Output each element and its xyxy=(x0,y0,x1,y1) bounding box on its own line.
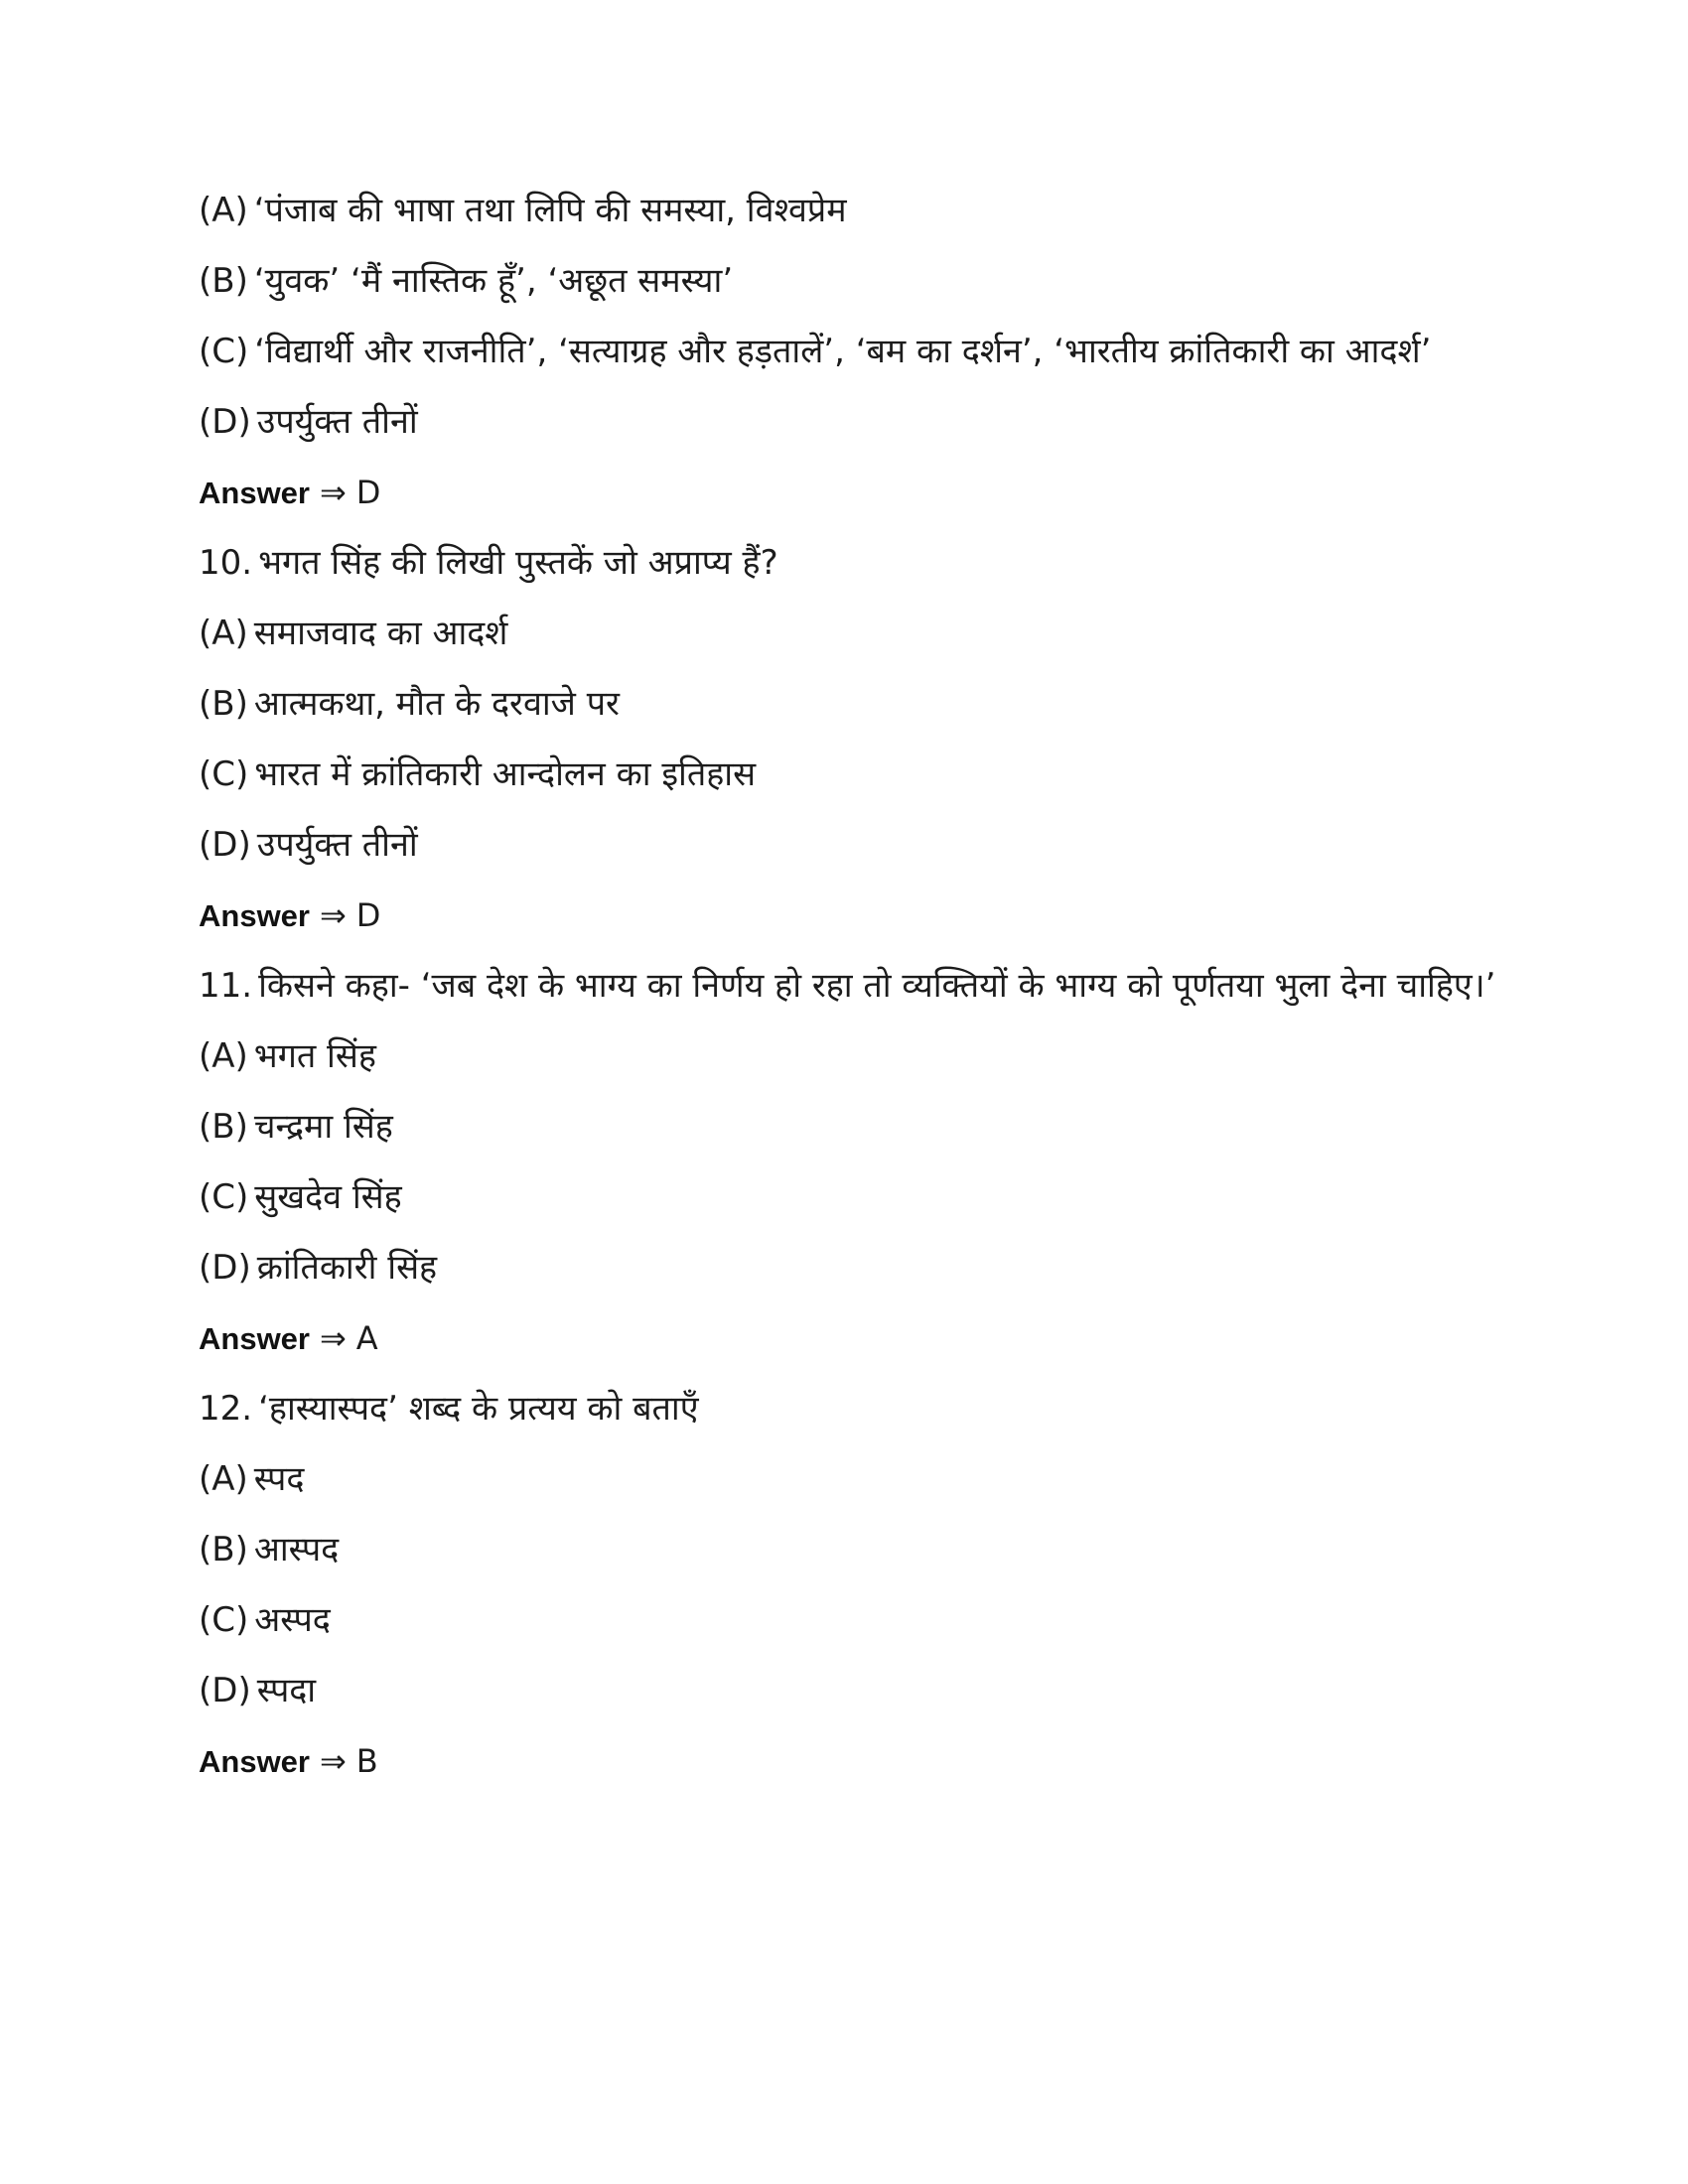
option-label: (D) xyxy=(199,1671,251,1710)
answer-label: Answer xyxy=(199,476,310,510)
option-label: (B) xyxy=(199,261,248,301)
question-text: भगत सिंह की लिखी पुस्तकें जो अप्राप्य हैं? xyxy=(258,543,778,583)
option-text: उपर्युक्त तीनों xyxy=(256,402,418,442)
answer-label: Answer xyxy=(199,898,310,933)
double-arrow-icon: ⇒ xyxy=(319,1319,347,1357)
option-label: (B) xyxy=(199,684,248,724)
option-text: आस्पद xyxy=(253,1530,340,1570)
option-line xyxy=(199,1598,1549,1643)
option-label: (B) xyxy=(199,1530,248,1570)
option-text: उपर्युक्त तीनों xyxy=(256,825,418,865)
double-arrow-icon: ⇒ xyxy=(319,896,347,934)
option-line xyxy=(199,1175,1549,1220)
option-text: ‘पंजाब की भाषा तथा लिपि की समस्या, विश्वप्रेम xyxy=(253,191,847,230)
answer-letter: B xyxy=(355,1742,378,1780)
question-number: 10. xyxy=(199,543,253,583)
question-text: किसने कहा- ‘जब देश के भाग्य का निर्णय हो रहा तो व्यक्तियों के भाग्य को पूर्णतया भुला देना चाहिए।’ xyxy=(258,966,1496,1006)
option-label: (D) xyxy=(199,402,251,442)
option-label: (C) xyxy=(199,754,249,794)
option-line xyxy=(199,1105,1549,1150)
option-line xyxy=(199,1528,1549,1572)
answer-line xyxy=(199,1739,1549,1784)
question-text: ‘हास्यास्पद’ शब्द के प्रत्यय को बताएँ xyxy=(258,1389,699,1429)
double-arrow-icon: ⇒ xyxy=(319,1742,347,1780)
quiz-content xyxy=(199,189,1549,1810)
option-line xyxy=(199,189,1549,233)
answer-label: Answer xyxy=(199,1321,310,1356)
option-text: आत्मकथा, मौत के दरवाजे पर xyxy=(253,684,620,724)
option-line xyxy=(199,752,1549,797)
option-label: (A) xyxy=(199,1459,248,1499)
answer-letter: D xyxy=(355,896,381,934)
answer-letter: D xyxy=(355,474,381,511)
option-line xyxy=(199,612,1549,656)
option-text: अस्पद xyxy=(254,1600,331,1640)
question-number: 12. xyxy=(199,1389,253,1429)
option-label: (A) xyxy=(199,191,248,230)
option-text: भारत में क्रांतिकारी आन्दोलन का इतिहास xyxy=(254,754,757,794)
question-number: 11. xyxy=(199,966,253,1006)
option-line xyxy=(199,400,1549,445)
double-arrow-icon: ⇒ xyxy=(319,474,347,511)
answer-line xyxy=(199,471,1549,515)
option-text: सुखदेव सिंह xyxy=(254,1177,402,1217)
option-line xyxy=(199,259,1549,304)
answer-label: Answer xyxy=(199,1744,310,1779)
answer-line xyxy=(199,1316,1549,1361)
option-text: स्पदा xyxy=(256,1671,317,1710)
answer-letter: A xyxy=(355,1319,378,1357)
option-line xyxy=(199,1034,1549,1079)
option-line xyxy=(199,823,1549,868)
option-text: चन्द्रमा सिंह xyxy=(253,1107,393,1147)
option-text: ‘युवक’ ‘मैं नास्तिक हूँ’, ‘अछूत समस्या’ xyxy=(253,261,734,301)
option-line xyxy=(199,1669,1549,1713)
option-label: (A) xyxy=(199,614,248,653)
option-text: भगत सिंह xyxy=(253,1036,376,1076)
question-line xyxy=(199,541,1549,586)
option-line xyxy=(199,682,1549,727)
option-text: क्रांतिकारी सिंह xyxy=(256,1248,438,1288)
option-line xyxy=(199,1246,1549,1291)
question-line xyxy=(199,1387,1549,1432)
option-line xyxy=(199,1457,1549,1502)
option-text: ‘विद्यार्थी और राजनीति’, ‘सत्याग्रह और हड़तालें’, ‘बम का दर्शन’, ‘भारतीय क्रांतिकारी का आदर्श’ xyxy=(254,332,1432,371)
answer-line xyxy=(199,893,1549,938)
option-label: (C) xyxy=(199,1177,249,1217)
option-text: स्पद xyxy=(253,1459,305,1499)
option-label: (C) xyxy=(199,332,249,371)
question-line xyxy=(199,964,1549,1009)
option-label: (B) xyxy=(199,1107,248,1147)
option-line xyxy=(199,330,1549,374)
option-label: (D) xyxy=(199,825,251,865)
option-label: (C) xyxy=(199,1600,249,1640)
option-label: (A) xyxy=(199,1036,248,1076)
option-text: समाजवाद का आदर्श xyxy=(253,614,508,653)
option-label: (D) xyxy=(199,1248,251,1288)
